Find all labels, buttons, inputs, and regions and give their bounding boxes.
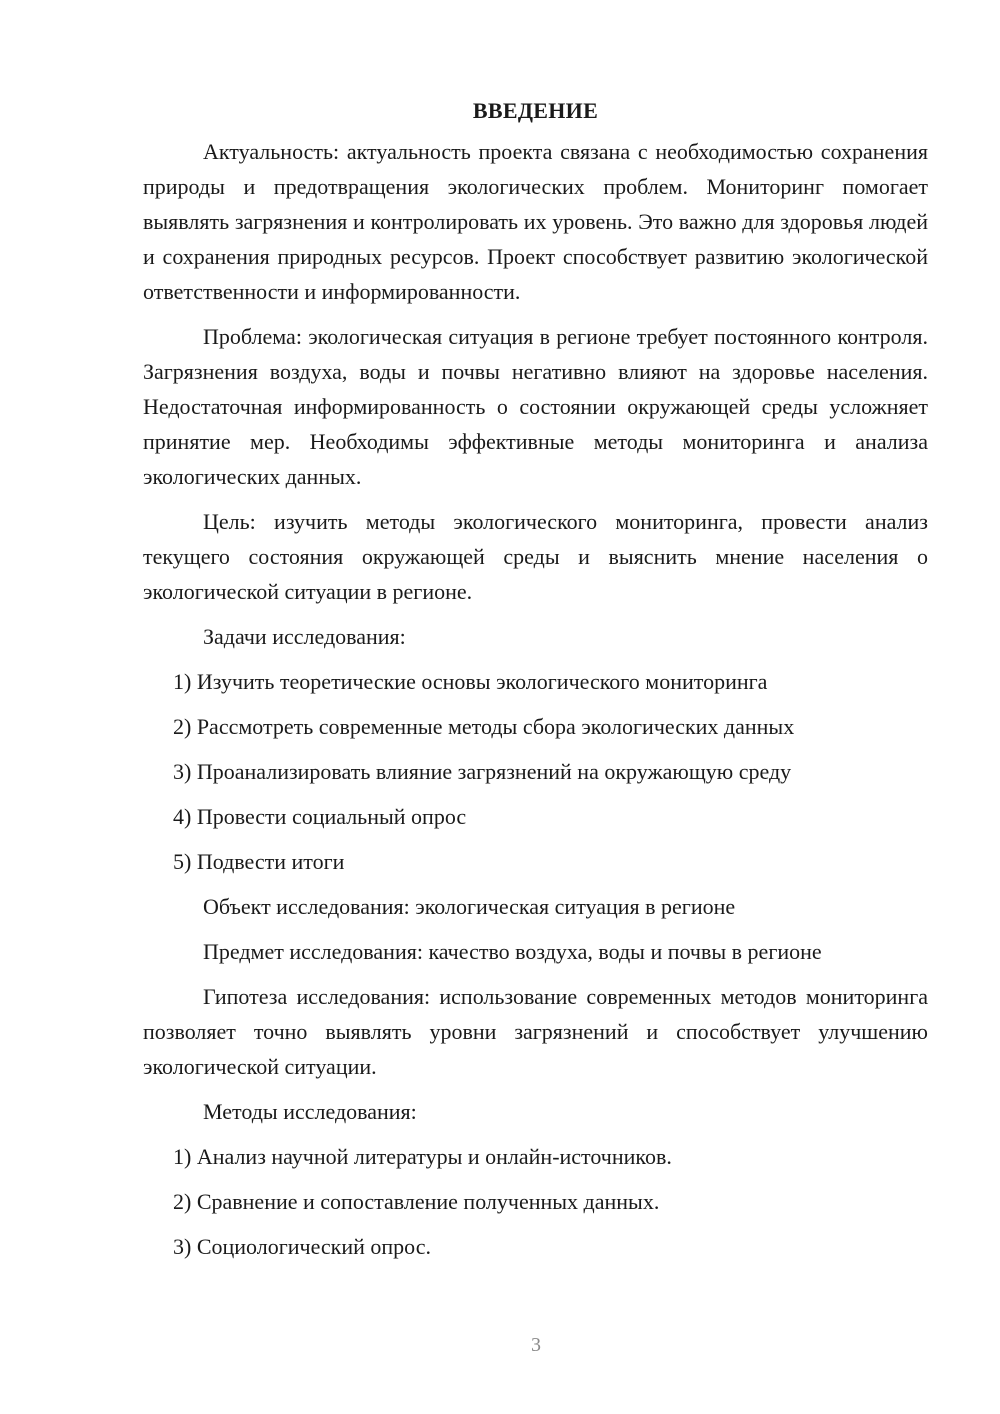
list-item: 3) Проанализировать влияние загрязнений на окружающую среду: [173, 759, 792, 784]
methods-heading: Методы исследования:: [203, 1099, 417, 1124]
list-item: 2) Рассмотреть современные методы сбора экологических данных: [173, 714, 795, 739]
relevance-paragraph: Актуальность: актуальность проекта связана с необходимостью сохранения природы и предотвращения экологических проблем. Мониторинг помогает выявлять загрязнения и контролировать их уровень. Это важно для здоровья людей и сохранения природных ресурсов. Проект способствует развитию экологической ответственности и информированности.: [143, 139, 928, 304]
list-item: 1) Анализ научной литературы и онлайн-источников.: [173, 1144, 672, 1169]
problem-paragraph: Проблема: экологическая ситуация в регионе требует постоянного контроля. Загрязнения воздуха, воды и почвы негативно влияют на здоровье населения. Недостаточная информированность о состоянии окружающей среды усложняет принятие мер. Необходимы эффективные методы мониторинга и анализа экологических данных.: [143, 324, 928, 489]
list-item: 2) Сравнение и сопоставление полученных данных.: [173, 1189, 660, 1214]
list-item: 1) Изучить теоретические основы экологического мониторинга: [173, 669, 768, 694]
tasks-heading: Задачи исследования:: [203, 624, 406, 649]
tasks-list: [143, 664, 928, 879]
page-title: ВВЕДЕНИЕ: [472, 98, 599, 123]
goal-paragraph: Цель: изучить методы экологического мониторинга, провести анализ текущего состояния окружающей среды и выяснить мнение населения о экологической ситуации в регионе.: [143, 509, 928, 604]
document-page: [143, 96, 928, 1274]
list-item: 3) Социологический опрос.: [173, 1234, 431, 1259]
methods-list: [143, 1139, 928, 1264]
list-item: 5) Подвести итоги: [173, 849, 345, 874]
object-line: Объект исследования: экологическая ситуация в регионе: [203, 894, 736, 919]
page-number: 3: [531, 1334, 541, 1356]
hypothesis-paragraph: Гипотеза исследования: использование современных методов мониторинга позволяет точно выявлять уровни загрязнений и способствует улучшению экологической ситуации.: [143, 984, 928, 1079]
list-item: 4) Провести социальный опрос: [173, 804, 467, 829]
subject-line: Предмет исследования: качество воздуха, воды и почвы в регионе: [203, 939, 822, 964]
